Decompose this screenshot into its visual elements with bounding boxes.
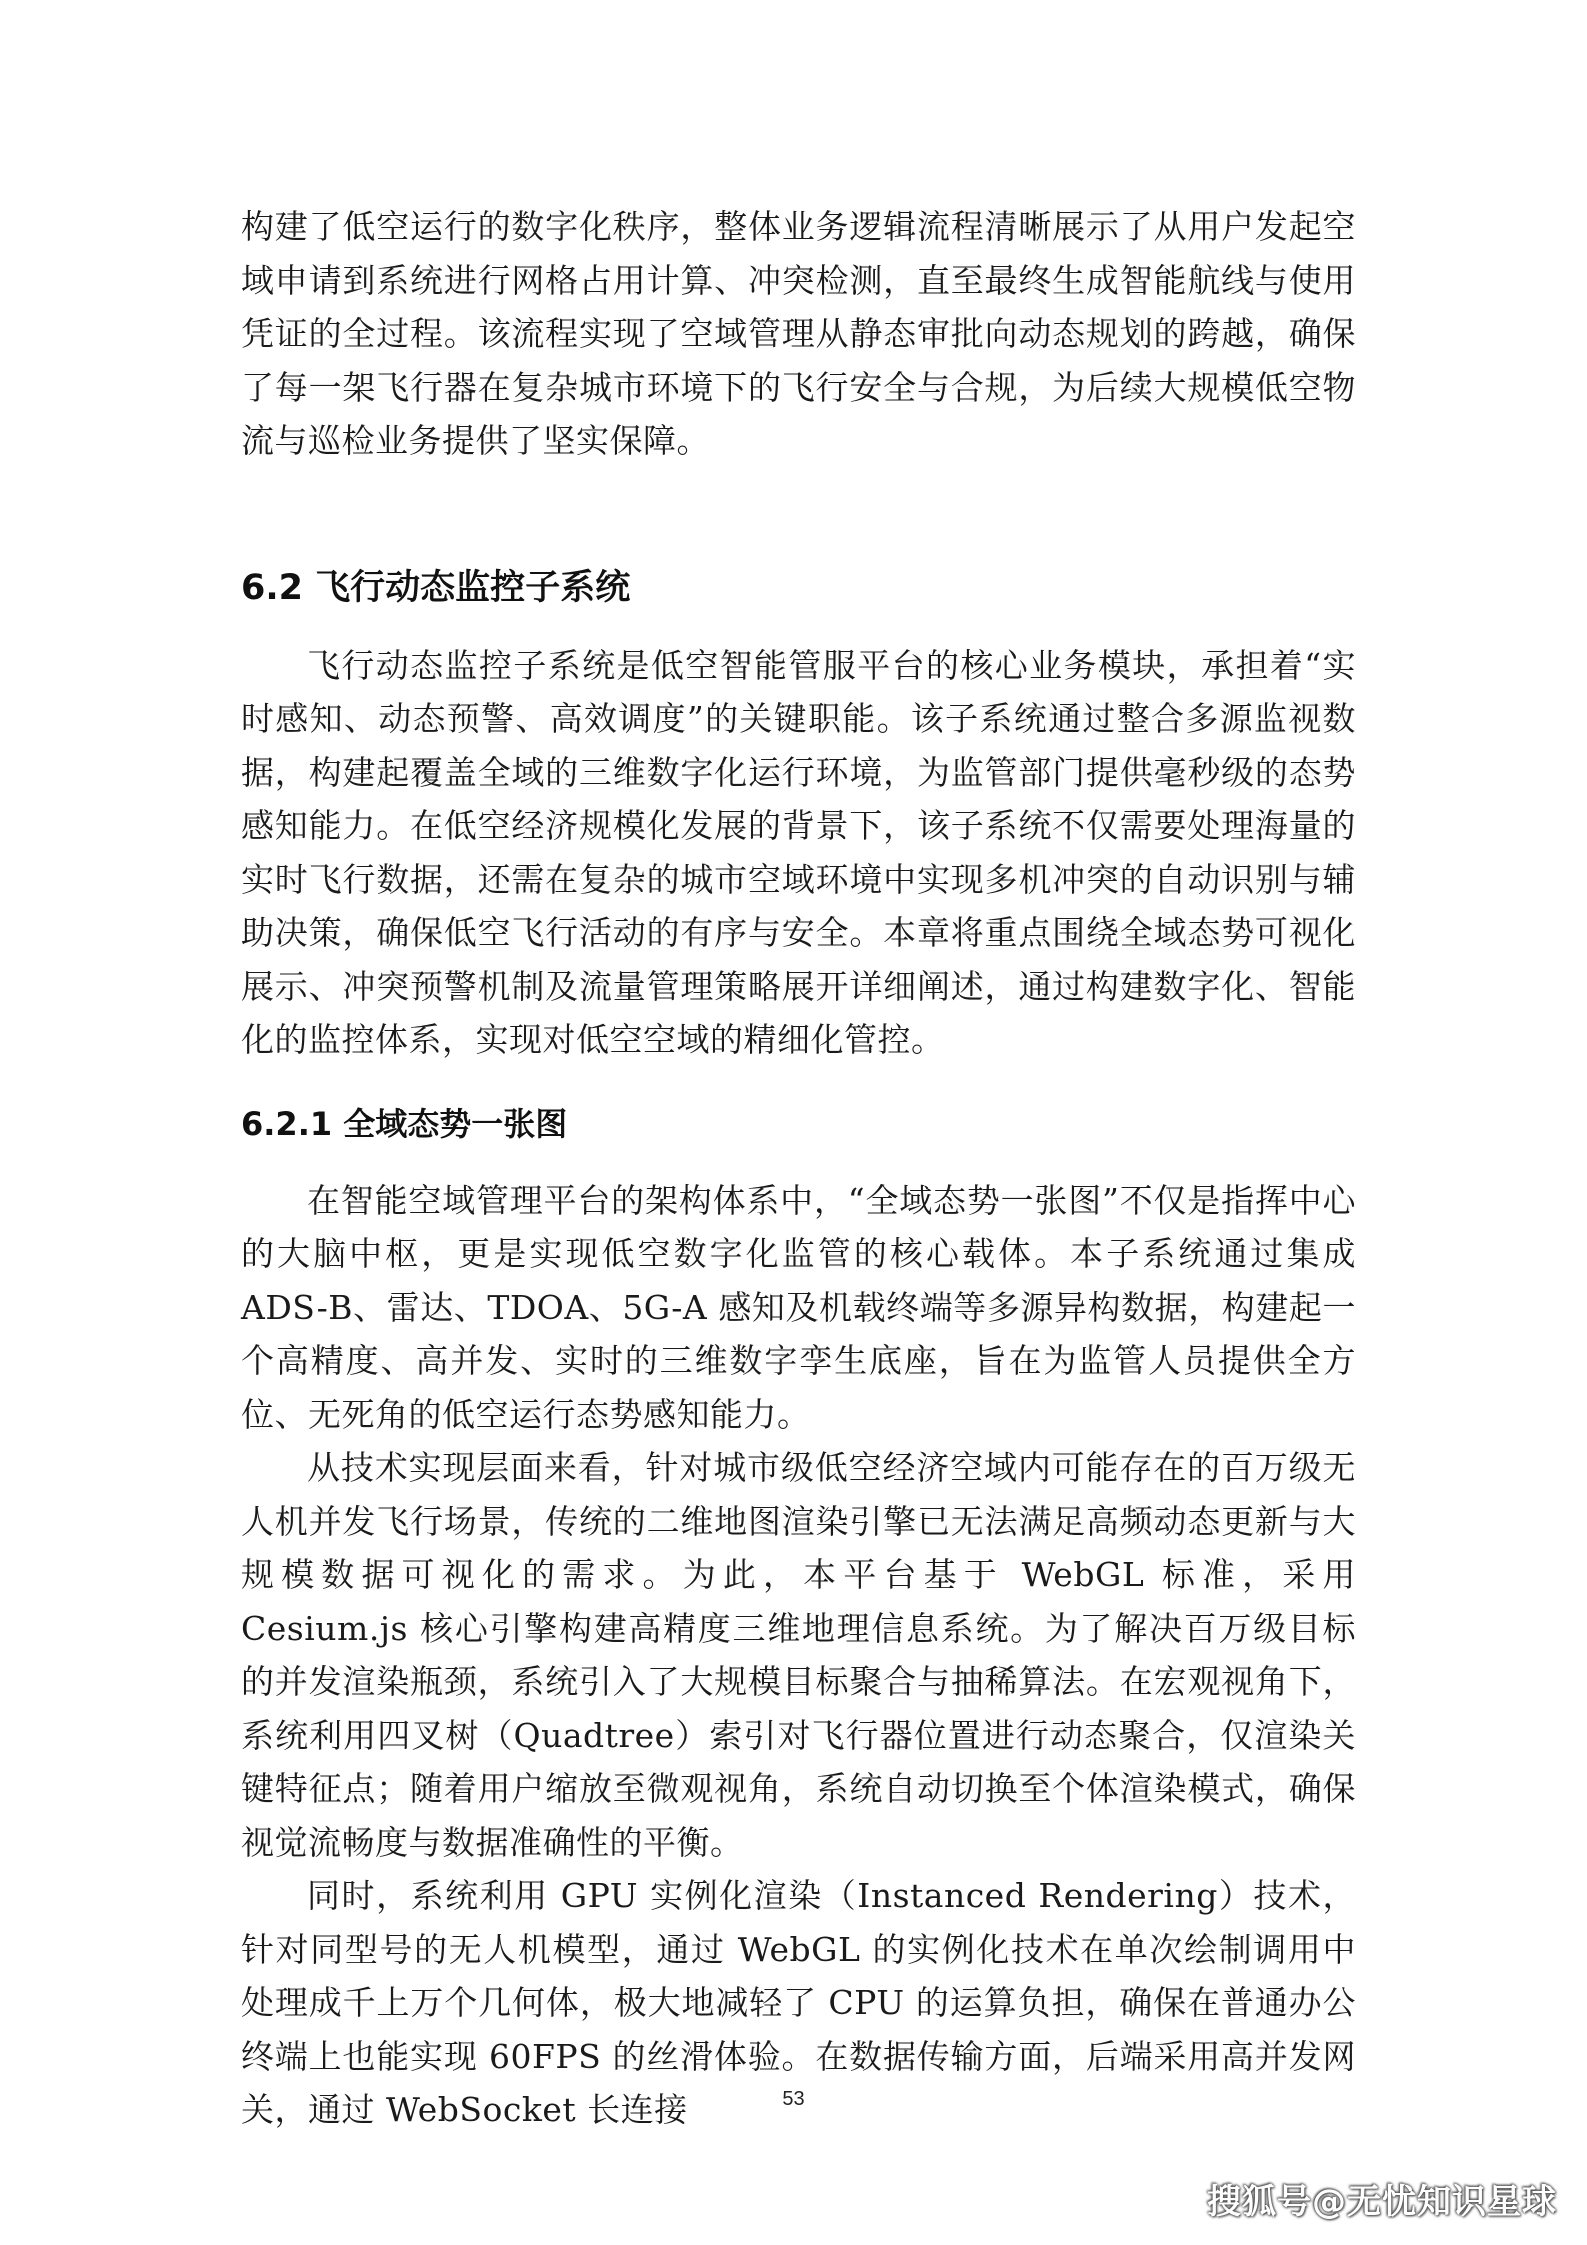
page-number: 53 [782, 2088, 805, 2110]
paragraph-technical-implementation: 从技术实现层面来看，针对城市级低空经济空域内可能存在的百万级无人机并发飞行场景，传统的二维地图渲染引擎已无法满足高频动态更新与大规模数据可视化的需求。为此，本平台基于 WebGL 标准，采用 Cesium.js 核心引擎构建高精度三维地理信息系统。为了解决百万级目标的并发渲染瓶颈，系统引入了大规模目标聚合与抽稀算法。在宏观视角下，系统利用四叉树（Quadtree）索引对飞行器位置进行动态聚合，仅渲染关键特征点；随着用户缩放至微观视角，系统自动切换至个体渲染模式，确保视觉流畅度与数据准确性的平衡。 [241, 1448, 1356, 1862]
section-heading: 6.2 飞行动态监控子系统 [241, 567, 631, 608]
subsection-heading: 6.2.1 全域态势一张图 [241, 1104, 568, 1143]
paragraph-situation-map: 在智能空域管理平台的架构体系中，“全域态势一张图”不仅是指挥中心的大脑中枢，更是实现低空数字化监管的核心载体。本子系统通过集成 ADS-B、雷达、TDOA、5G-A 感知及机载终端等多源异构数据，构建起一个高精度、高并发、实时的三维数字孪生底座，旨在为监管人员提供全方位、无死角的低空运行态势感知能力。 [241, 1180, 1356, 1434]
watermark: 搜狐号@无忧知识星球 [1207, 2182, 1557, 2222]
paragraph-continuation: 构建了低空运行的数字化秩序，整体业务逻辑流程清晰展示了从用户发起空域申请到系统进行网格占用计算、冲突检测，直至最终生成智能航线与使用凭证的全过程。该流程实现了空域管理从静态审批向动态规划的跨越，确保了每一架飞行器在复杂城市环境下的飞行安全与合规，为后续大规模低空物流与巡检业务提供了坚实保障。 [241, 207, 1356, 460]
paragraph-section-intro: 飞行动态监控子系统是低空智能管服平台的核心业务模块，承担着“实时感知、动态预警、高效调度”的关键职能。该子系统通过整合多源监视数据，构建起覆盖全域的三维数字化运行环境，为监管部门提供毫秒级的态势感知能力。在低空经济规模化发展的背景下，该子系统不仅需要处理海量的实时飞行数据，还需在复杂的城市空域环境中实现多机冲突的自动识别与辅助决策，确保低空飞行活动的有序与安全。本章将重点围绕全域态势可视化展示、冲突预警机制及流量管理策略展开详细阐述，通过构建数字化、智能化的监控体系，实现对低空空域的精细化管控。 [241, 645, 1356, 1059]
document-body [241, 200, 1356, 2137]
paragraph-gpu-rendering: 同时，系统利用 GPU 实例化渲染（Instanced Rendering）技术，针对同型号的无人机模型，通过 WebGL 的实例化技术在单次绘制调用中处理成千上万个几何体，极大地减轻了 CPU 的运算负担，确保在普通办公终端上也能实现 60FPS 的丝滑体验。在数据传输方面，后端采用高并发网关，通过 WebSocket 长连接 [241, 1876, 1356, 2129]
